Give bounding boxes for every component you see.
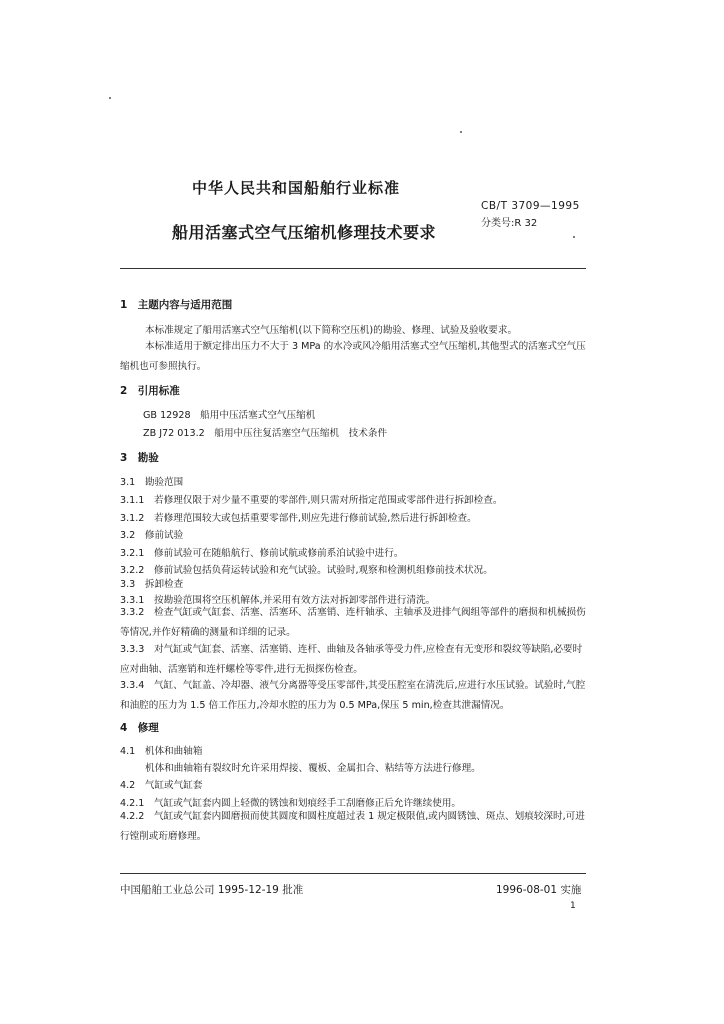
- section-1-heading: 1 主题内容与适用范围: [120, 299, 233, 311]
- implementation-date: 1996-08-01 实施: [496, 884, 582, 896]
- scan-speck: [109, 97, 111, 99]
- reference-2: ZB J72 013.2 船用中压往复活塞空气压缩机 技术条件: [143, 428, 388, 439]
- clause-4-2: 4.2 气缸或气缸套: [120, 780, 203, 791]
- scan-speck: [573, 236, 575, 238]
- scan-speck: [460, 131, 462, 133]
- section-2-heading: 2 引用标准: [120, 385, 180, 397]
- document-title: 船用活塞式空气压缩机修理技术要求: [172, 223, 437, 242]
- clause-3-1-1: 3.1.1 若修理仅限于对少量不重要的零部件,则只需对所指定范围或零部件进行拆卸检查。: [120, 495, 503, 506]
- section-3-heading: 3 勘验: [120, 452, 159, 464]
- clause-3-3-2: 3.3.2 检查气缸或气缸套、活塞、活塞环、活塞销、连杆轴承、主轴承及进排气阀组等部件的磨损和机械损伤等情况,并作好精确的测量和详细的记录。: [120, 607, 586, 638]
- clause-3-2: 3.2 修前试验: [120, 530, 184, 541]
- page-number: 1: [570, 901, 576, 911]
- header-divider: [120, 268, 586, 269]
- standard-code: CB/T 3709—1995: [481, 200, 580, 212]
- clause-3-1-2: 3.1.2 若修理范围较大或包括重要零部件,则应先进行修前试验,然后进行拆卸检查。: [120, 513, 477, 524]
- clause-3-2-2: 3.2.2 修前试验包括负荷运转试验和充气试验。试验时,观察和检测机组修前技术状况。: [120, 565, 493, 576]
- clause-4-2-2: 4.2.2 气缸或气缸套内圆磨损而使其圆度和圆柱度超过表 1 规定极限值,或内圆锈蚀、斑点、划痕较深时,可进行镗削或珩磨修理。: [120, 811, 585, 842]
- approval-line: 中国船舶工业总公司 1995-12-19 批准: [120, 884, 304, 896]
- clause-4-2-1: 4.2.1 气缸或气缸套内圆上轻微的锈蚀和划痕经手工刮磨修正后允许继续使用。: [120, 798, 462, 809]
- clause-4-1: 4.1 机体和曲轴箱: [120, 746, 203, 757]
- section-4-heading: 4 修理: [120, 722, 159, 734]
- clause-3-3-4: 3.3.4 气缸、气缸盖、冷却器、液气分离器等受压零部件,其受压腔室在清洗后,应进行水压试验。试验时,气腔和油腔的压力为 1.5 倍工作压力,冷却水腔的压力为 0.5 MPa,保压 5 min,检查其泄漏情况。: [120, 680, 586, 711]
- clause-3-3: 3.3 拆卸检查: [120, 579, 184, 590]
- classification-number: 分类号:R 32: [481, 218, 538, 229]
- clause-3-2-1: 3.2.1 修前试验可在随船航行、修前试航或修前系泊试验中进行。: [120, 548, 404, 559]
- reference-1: GB 12928 船用中压活塞式空气压缩机: [143, 410, 316, 421]
- footer-divider: [120, 873, 586, 874]
- clause-3-3-3: 3.3.3 对气缸或气缸套、活塞、活塞销、连杆、曲轴及各轴承等受力件,应检查有无变形和裂纹等缺陷,必要时应对曲轴、活塞销和连杆螺栓等零件,进行无损探伤检查。: [120, 644, 583, 675]
- clause-4-1-paragraph: 机体和曲轴箱有裂纹时允许采用焊接、覆板、金属扣合、粘结等方法进行修理。: [145, 763, 481, 774]
- section-1-paragraph-1: 本标准规定了船用活塞式空气压缩机(以下简称空压机)的勘验、修理、试验及验收要求。: [145, 325, 518, 336]
- section-1-paragraph-2: 本标准适用于额定排出压力不大于 3 MPa 的水冷或风冷船用活塞式空气压缩机,其他型式的活塞式空气压缩机也可参照执行。: [120, 341, 586, 372]
- clause-3-3-1: 3.3.1 按勘验范围将空压机解体,并采用有效方法对拆卸零部件进行清洗。: [120, 595, 436, 606]
- clause-3-1: 3.1 勘验范围: [120, 477, 184, 488]
- issuing-organization: 中华人民共和国船舶行业标准: [192, 179, 401, 197]
